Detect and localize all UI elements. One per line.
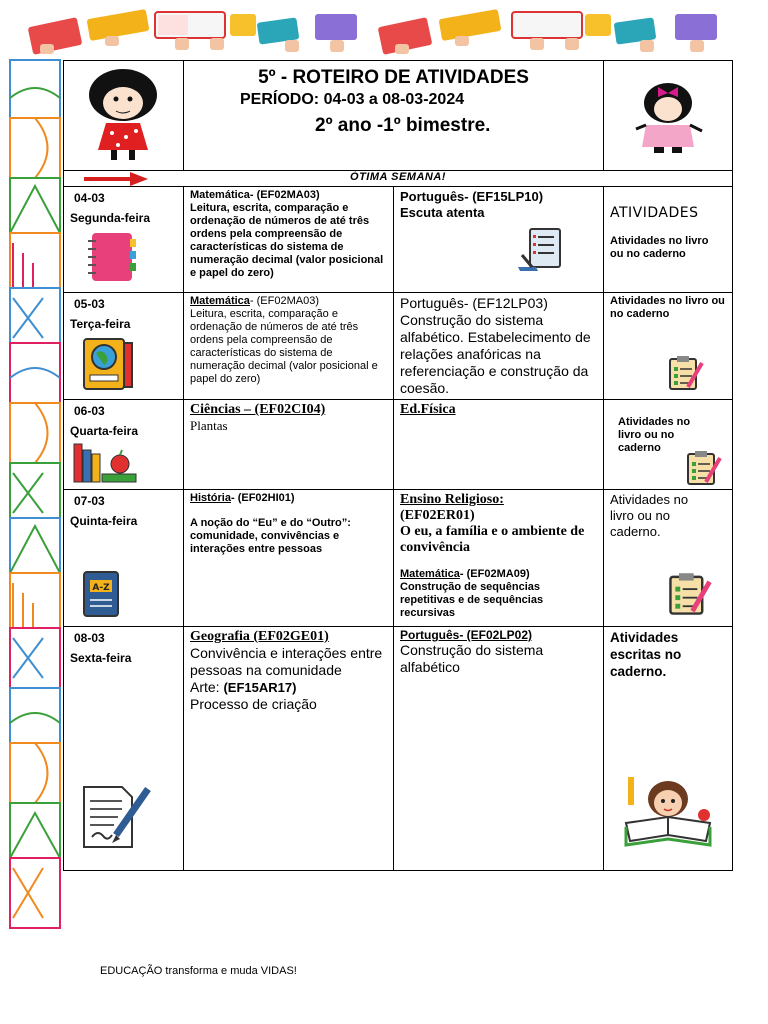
day-date: 06-03: [74, 404, 105, 418]
writing-paper-icon: [78, 783, 154, 851]
activities-cell: [604, 187, 733, 293]
subject-cell: [394, 293, 604, 400]
clipboard-icon: [664, 572, 716, 616]
subject-label: Geografia (EF02GE01): [190, 629, 329, 644]
subject-label: História: [190, 492, 231, 504]
day-name: Quarta-feira: [70, 424, 139, 438]
cartoon-girl-icon: [78, 65, 168, 165]
red-arrow-icon: [84, 172, 148, 186]
day-row: [64, 187, 733, 293]
books-apple-icon: [72, 440, 138, 484]
subject-code: - (EF02MA09): [459, 568, 530, 580]
subject-cell: [184, 627, 394, 871]
notebook-icon: [86, 231, 138, 283]
day-cell: [64, 400, 184, 490]
subject-label: Ed.Física: [400, 402, 456, 417]
day-name: Quinta-feira: [70, 514, 138, 528]
subject-cell: [184, 293, 394, 400]
day-name: Segunda-feira: [70, 211, 151, 225]
subject-label: Português- (EF15LP10): [400, 189, 544, 204]
globe-book-icon: [80, 337, 136, 395]
activities-cell: [604, 490, 733, 627]
day-cell: [64, 187, 184, 293]
subject-cell: [184, 490, 394, 627]
activities-table: [63, 60, 733, 871]
subject-description: A noção do “Eu” e do “Outro”: comunidade, convivências e interações entre pessoas: [190, 517, 351, 555]
left-decorative-border: [8, 58, 62, 933]
page-title: 5º - ROTEIRO DE ATIVIDADES: [258, 67, 529, 88]
subject-code: - (EF02MA03): [249, 295, 319, 307]
subject-label: Ciências – (EF02CI04): [190, 402, 326, 417]
activities-text: Atividades escritas no caderno.: [610, 630, 682, 679]
subject-code: - (EF02MA03): [249, 189, 320, 201]
day-date: 08-03: [74, 631, 105, 645]
svg-text:A-Z: A-Z: [92, 583, 110, 593]
subject-description: O eu, a família e o ambiente de convivência: [400, 524, 585, 555]
day-row: [64, 400, 733, 490]
girl-reading-icon: [622, 771, 714, 847]
clipboard-icon: [684, 450, 724, 486]
activities-text: Atividades no livro ou no caderno.: [610, 492, 689, 539]
dictionary-icon: [80, 570, 124, 620]
day-date: 05-03: [74, 297, 105, 311]
subject-label: Matemática: [190, 295, 250, 307]
activities-heading: ATIVIDADES: [610, 205, 699, 221]
subject-code: - (EF02HI01): [230, 492, 295, 504]
day-row: [64, 293, 733, 400]
grade-label: 2º ano -1º bimestre.: [315, 115, 491, 136]
arte-label: Arte:: [190, 679, 220, 695]
day-cell: [64, 293, 184, 400]
header-title-cell: [184, 61, 604, 171]
subject-description: Construção do sistema alfabético. Estabelecimento de relações anafóricas na referenciação e construção da coesão.: [400, 312, 591, 396]
subject-cell: [394, 490, 604, 627]
subject-description: Leitura, escrita, comparação e ordenação de números de até três ordens pela compreensão de características do sistema de numeração decimal (valor posicional e papel do zero): [190, 202, 384, 279]
subject-cell: [394, 187, 604, 293]
subject-description: Construção de sequências repetitivas e de sequências recursivas: [400, 581, 544, 619]
header-right-image-cell: [604, 61, 733, 171]
top-decorative-banner: [0, 0, 768, 58]
banner-cell: [64, 171, 733, 187]
activities-text: Atividades no livro ou no caderno: [610, 295, 725, 320]
subject-label: Português- (EF12LP03): [400, 295, 548, 311]
activities-text: Atividades no livro ou no caderno: [610, 235, 709, 260]
day-name: Sexta-feira: [70, 651, 132, 665]
activities-cell: [604, 400, 733, 490]
subject-description: Escuta atenta: [400, 205, 485, 220]
activities-text: Atividades no livro ou no caderno: [618, 416, 691, 454]
subject-cell: [184, 187, 394, 293]
day-cell: [64, 490, 184, 627]
subject-description: Convivência e interações entre pessoas na comunidade: [190, 645, 383, 678]
clipboard-icon: [666, 355, 706, 391]
subject-cell: [394, 627, 604, 871]
day-row: [64, 490, 733, 627]
day-name: Terça-feira: [70, 317, 131, 331]
day-row: [64, 627, 733, 871]
cartoon-girl-icon: [628, 77, 708, 157]
footer-text: EDUCAÇÃO transforma e muda VIDAS!: [100, 965, 297, 977]
activities-cell: [604, 627, 733, 871]
activities-cell: [604, 293, 733, 400]
subject-description: Construção do sistema alfabético: [400, 642, 544, 675]
subject-cell: [394, 400, 604, 490]
books-hands-decoration-icon: [28, 9, 717, 55]
subject-label: Matemática: [400, 568, 460, 580]
day-date: 07-03: [74, 494, 105, 508]
subject-code: (EF02ER01): [400, 508, 475, 523]
subject-cell: [184, 400, 394, 490]
subject-label: Português- (EF02LP02): [400, 628, 533, 642]
header-row: [64, 61, 733, 171]
day-cell: [64, 627, 184, 871]
subject-label: Ensino Religioso:: [400, 492, 504, 507]
banner-text: ÓTIMA SEMANA!: [350, 171, 446, 183]
checklist-icon: [516, 227, 566, 273]
arte-description: Processo de criação: [190, 696, 317, 712]
arte-code: (EF15AR17): [223, 680, 297, 695]
subject-label: Matemática: [190, 189, 250, 201]
subject-description: Plantas: [190, 418, 228, 433]
subject-description: Leitura, escrita, comparação e ordenação de números de até três ordens pela compreensão de características do sistema de numeração decimal (valor posicional e papel do zero): [190, 308, 378, 385]
day-date: 04-03: [74, 191, 105, 205]
period-label: PERÍODO: 04-03 a 08-03-2024: [240, 91, 465, 108]
banner-row: [64, 171, 733, 187]
header-left-image-cell: [64, 61, 184, 171]
